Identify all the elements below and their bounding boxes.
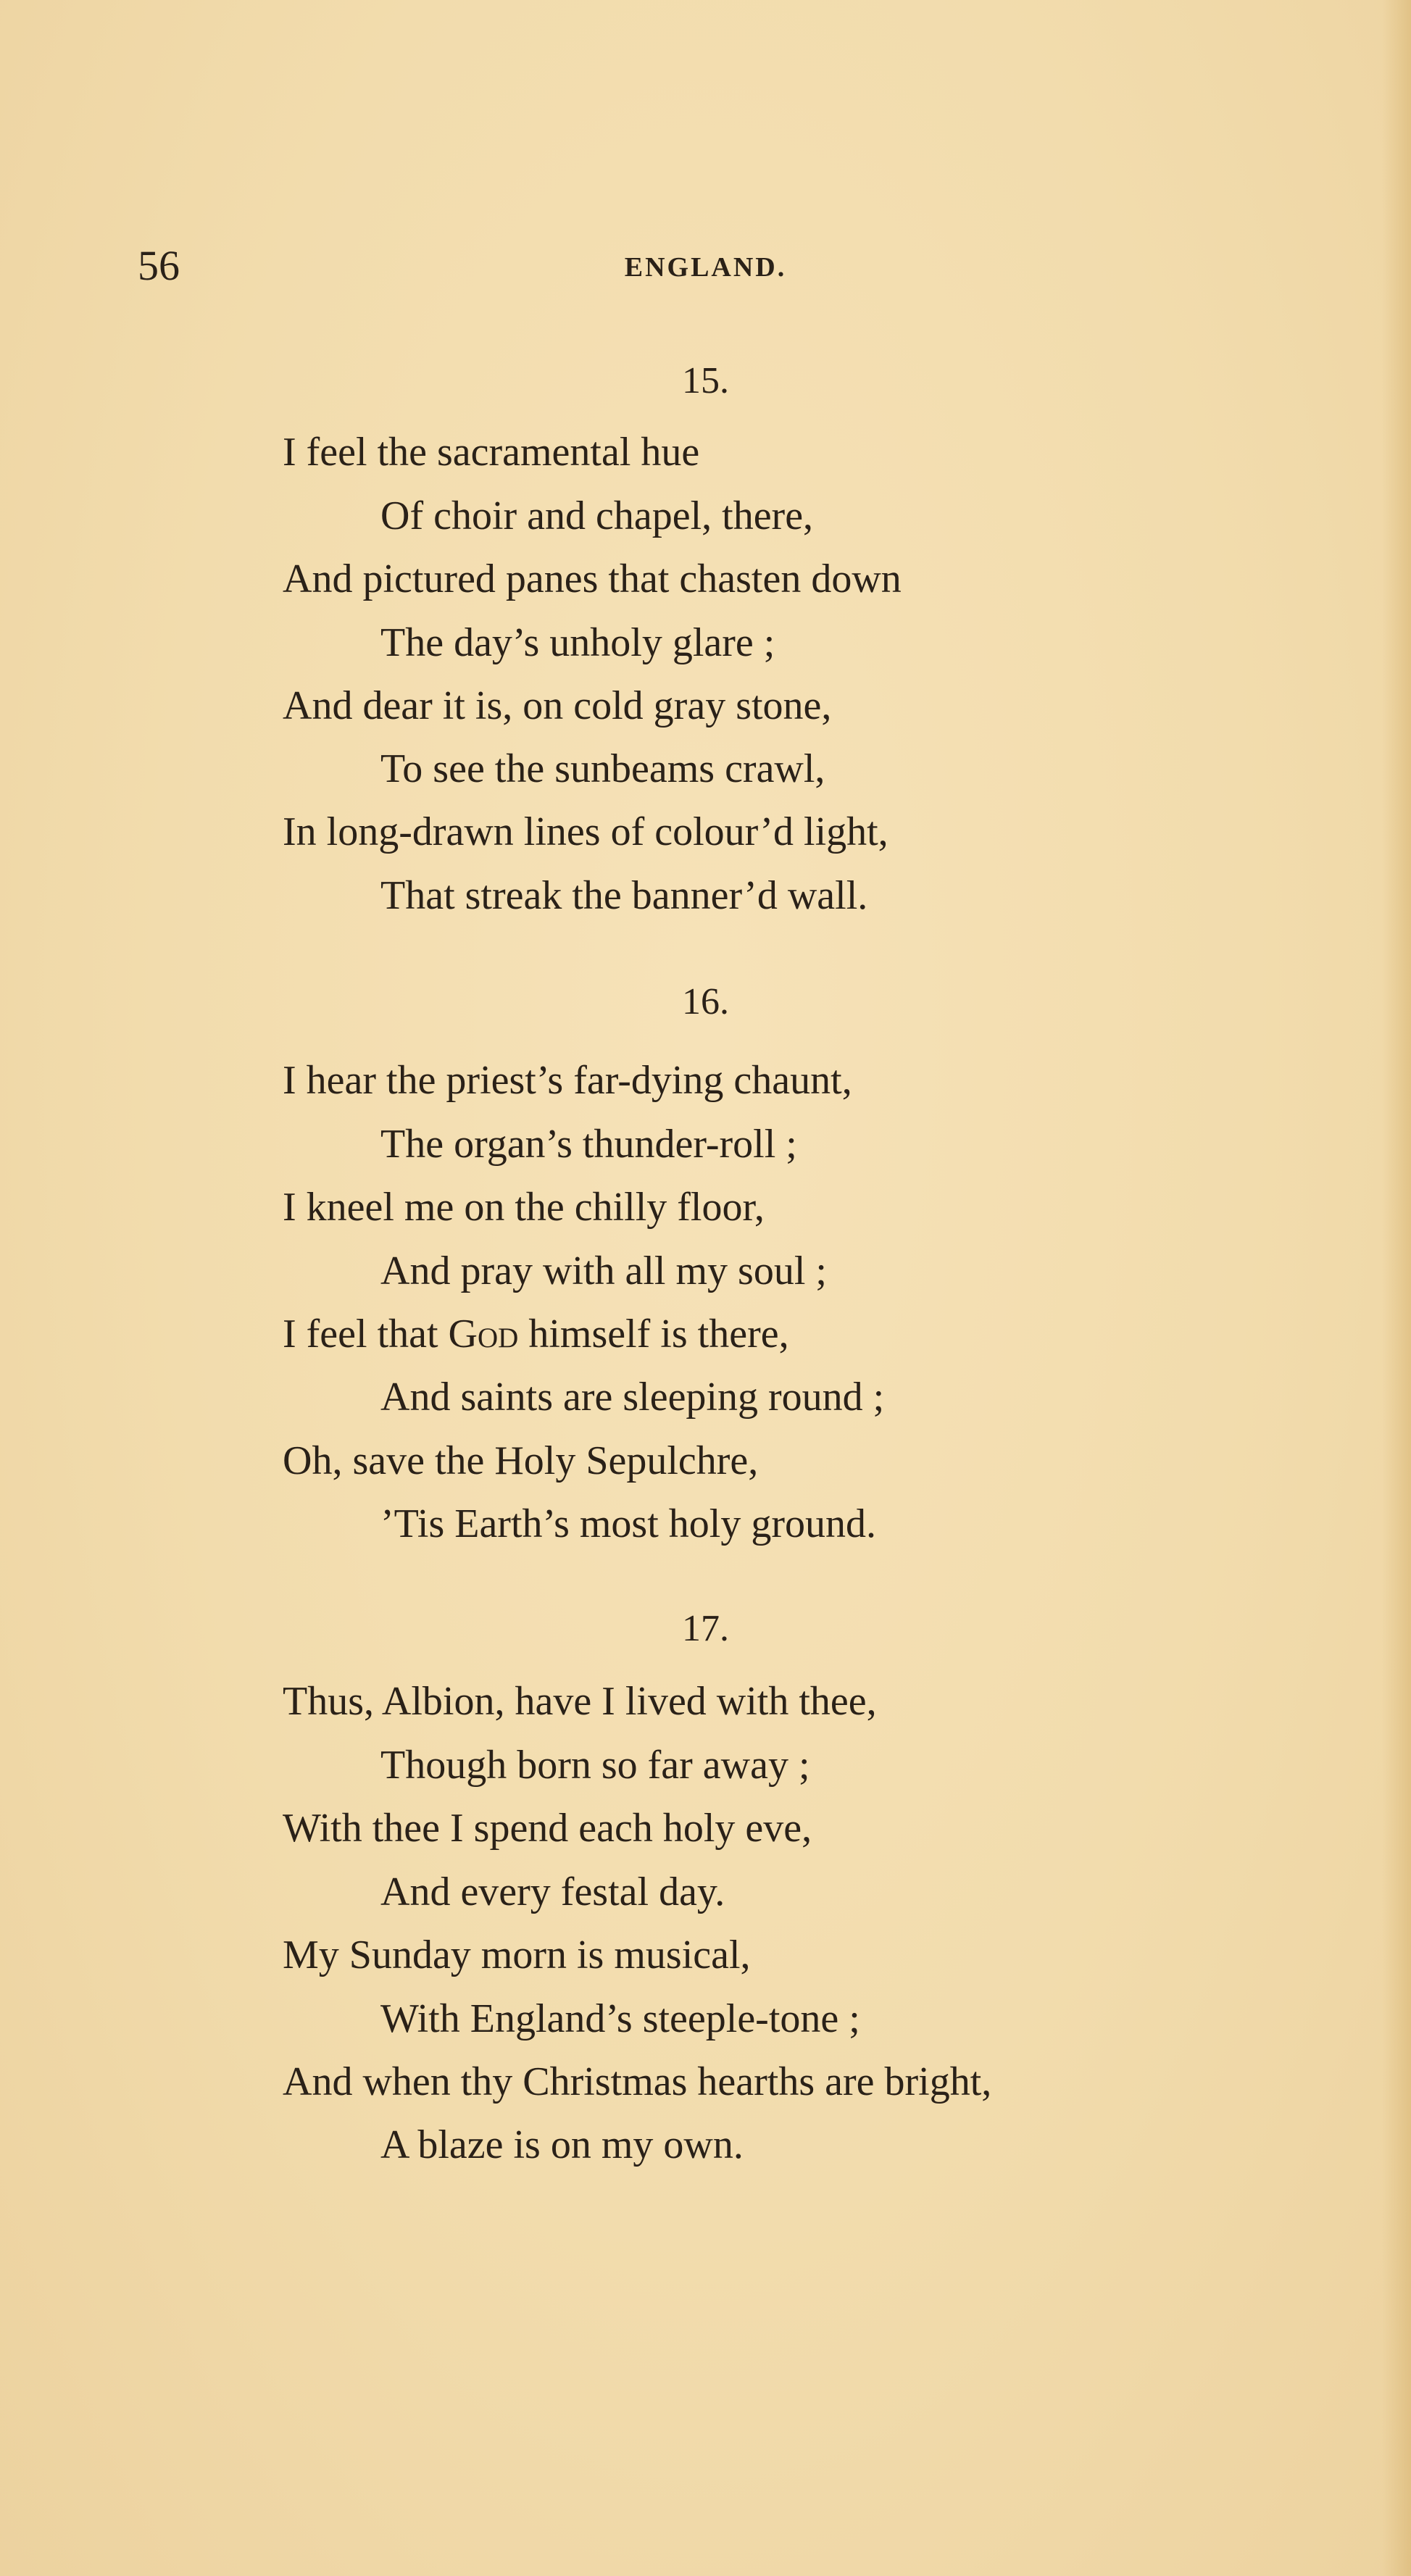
poem-line: I kneel me on the chilly floor, [283,1185,765,1230]
stanza-number: 17. [682,1608,729,1649]
poem-line: I feel that God himself is there, [283,1312,789,1356]
poem-line: To see the sunbeams crawl, [380,746,825,791]
running-head: ENGLAND. [624,252,787,283]
poem-line: Oh, save the Holy Sepulchre, [283,1438,759,1483]
poem-line: A blaze is on my own. [380,2122,744,2167]
poem-line: With England’s steeple-tone ; [380,1996,860,2041]
poem-line: And dear it is, on cold gray stone, [283,683,832,728]
poem-line: Of choir and chapel, there, [380,493,814,538]
page-number: 56 [138,242,180,289]
poem-line: And pray with all my soul ; [380,1249,827,1293]
poem-line: And saints are sleeping round ; [380,1375,885,1420]
small-caps-word: God [448,1312,519,1356]
stanza-number: 16. [682,981,729,1022]
poem-line: The organ’s thunder-roll ; [380,1122,797,1167]
poem-line: I feel the sacramental hue [283,430,700,475]
poem-line: Though born so far away ; [380,1743,810,1788]
poem-line: My Sunday morn is musical, [283,1933,751,1977]
poem-line: ’Tis Earth’s most holy ground. [380,1501,876,1546]
poem-line: Thus, Albion, have I lived with thee, [283,1679,877,1724]
poem-line: That streak the banner’d wall. [380,873,868,918]
poem-line: And every festal day. [380,1870,725,1914]
poem-line: And pictured panes that chasten down [283,557,902,601]
poem-line: I hear the priest’s far-dying chaunt, [283,1058,852,1103]
poem-line: The day’s unholy glare ; [380,620,775,665]
poem-line: And when thy Christmas hearths are bright, [283,2059,992,2104]
poem-line: With thee I spend each holy eve, [283,1806,812,1851]
poem-line: In long-drawn lines of colour’d light, [283,809,888,854]
stanza-number: 15. [682,360,729,401]
